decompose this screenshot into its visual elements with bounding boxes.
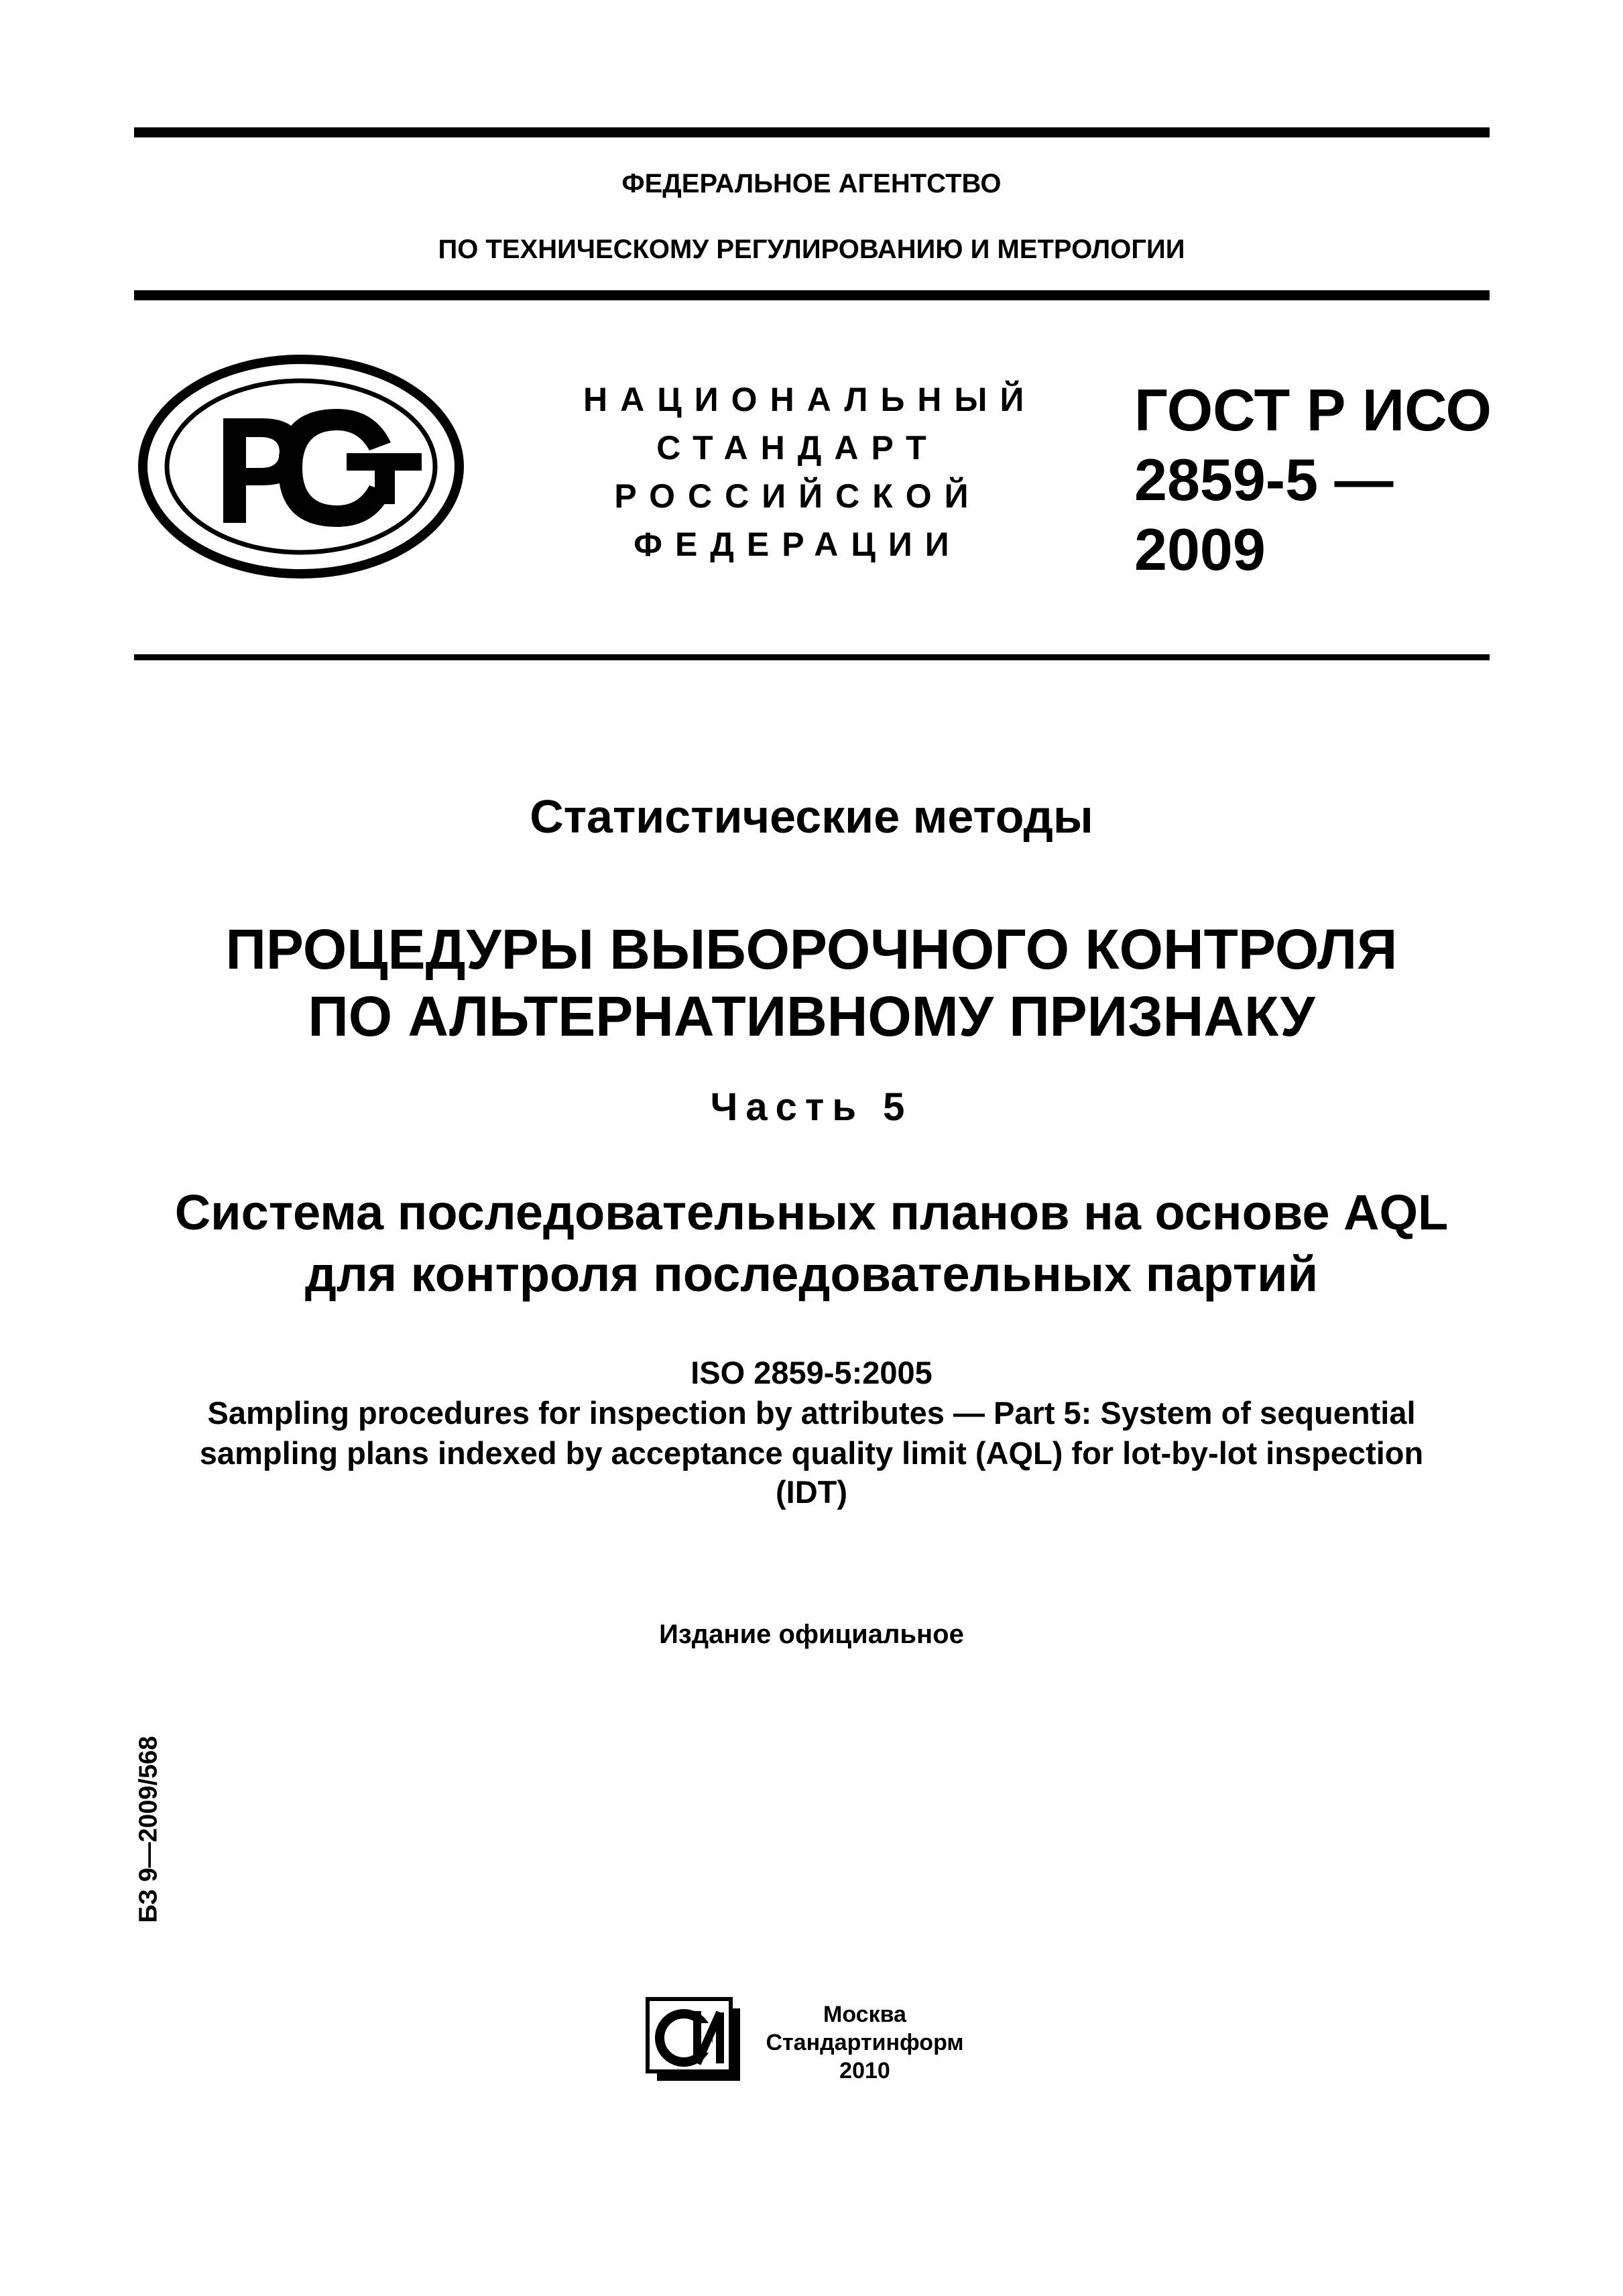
agency-line-2: ПО ТЕХНИЧЕСКОМУ РЕГУЛИРОВАНИЮ И МЕТРОЛОГИИ	[438, 235, 1185, 264]
main-title-line-2: ПО АЛЬТЕРНАТИВНОМУ ПРИЗНАКУ	[308, 985, 1315, 1048]
national-standard-line-4: ФЕДЕРАЦИИ	[634, 526, 962, 563]
subtitle-line-2: для контроля последовательных партий	[304, 1246, 1319, 1302]
designation-line-2: 2859-5 —	[1134, 446, 1394, 513]
national-standard-label	[583, 375, 1037, 568]
publisher-city: Москва	[823, 2002, 906, 2027]
publisher-name: Стандартинформ	[766, 2030, 964, 2055]
agency-line-1: ФЕДЕРАЛЬНОЕ АГЕНТСТВО	[621, 169, 1002, 198]
national-standard-line-2: СТАНДАРТ	[656, 429, 939, 467]
iso-number: ISO 2859-5:2005	[690, 1355, 933, 1390]
rst-emblem-icon	[137, 354, 465, 579]
standard-group-title: Статистические методы	[530, 790, 1093, 843]
iso-title-line-3: (IDT)	[775, 1474, 847, 1510]
header-rule	[134, 290, 1490, 300]
designation-line-1: ГОСТ Р ИСО	[1134, 377, 1492, 443]
publisher-year: 2010	[839, 2058, 890, 2083]
edition-label: Издание официальное	[659, 1620, 964, 1649]
standard-designation	[1134, 375, 1492, 585]
iso-title-line-1: Sampling procedures for inspection by attributes — Part 5: System of sequential	[207, 1395, 1416, 1431]
national-standard-line-3: РОССИЙСКОЙ	[614, 477, 981, 515]
designation-line-3: 2009	[1134, 516, 1266, 583]
side-code	[122, 1732, 176, 1927]
subtitle-line-1: Система последовательных планов на основе AQL	[174, 1185, 1449, 1240]
title-rule	[134, 654, 1490, 660]
main-title-line-1: ПРОЦЕДУРЫ ВЫБОРОЧНОГО КОНТРОЛЯ	[225, 918, 1398, 981]
side-code-text: БЗ 9—2009/568	[134, 1736, 163, 1923]
iso-title-line-2: sampling plans indexed by acceptance quality limit (AQL) for lot-by-lot inspection	[199, 1435, 1424, 1471]
top-rule	[134, 127, 1490, 137]
national-standard-line-1: НАЦИОНАЛЬНЫЙ	[583, 381, 1037, 418]
part-label: Часть 5	[710, 1085, 913, 1129]
publisher-block	[758, 2000, 972, 2085]
standartinform-logo-icon	[645, 1996, 745, 2086]
